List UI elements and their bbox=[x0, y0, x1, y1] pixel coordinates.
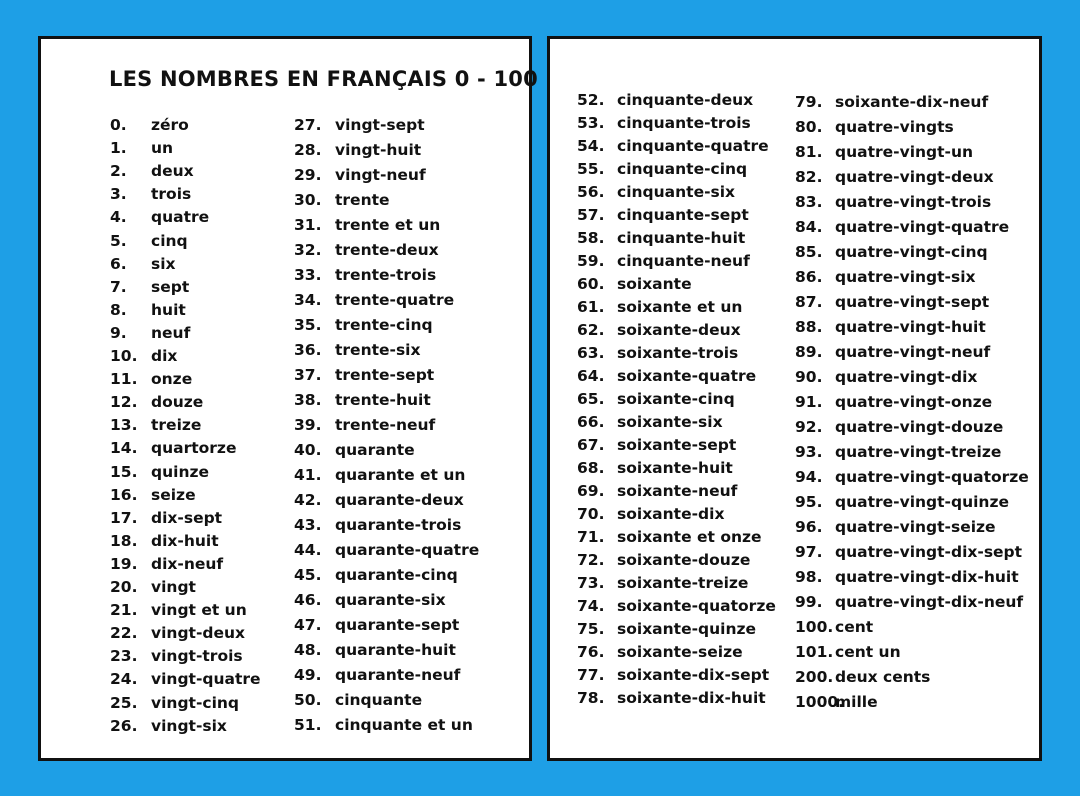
number-digit: 77. bbox=[577, 666, 605, 684]
number-digit: 200. bbox=[795, 668, 834, 686]
number-digit: 100. bbox=[795, 618, 834, 636]
number-digit: 3. bbox=[110, 185, 127, 204]
number-word: quatre-vingt-quatre bbox=[835, 218, 1010, 236]
number-digit: 70. bbox=[577, 505, 605, 523]
number-word: soixante et un bbox=[617, 298, 743, 316]
number-word: quartorze bbox=[151, 439, 237, 458]
number-word: quatre-vingt-cinq bbox=[835, 243, 988, 261]
number-digit: 24. bbox=[110, 670, 138, 689]
number-word: soixante-quatorze bbox=[617, 597, 776, 615]
number-word: trente-cinq bbox=[335, 316, 433, 334]
number-digit: 6. bbox=[110, 254, 127, 273]
number-word: dix-huit bbox=[151, 531, 219, 550]
number-digit: 93. bbox=[795, 443, 823, 461]
number-digit: 90. bbox=[795, 368, 823, 386]
number-word: quatre-vingt-un bbox=[835, 143, 974, 161]
number-word: soixante-neuf bbox=[617, 482, 738, 500]
number-word: quarante-six bbox=[335, 591, 446, 609]
number-word: trente-quatre bbox=[335, 291, 455, 309]
number-word: onze bbox=[151, 370, 193, 389]
number-word: cinquante bbox=[335, 691, 423, 709]
number-word: cinquante-deux bbox=[617, 91, 754, 109]
number-digit: 38. bbox=[294, 391, 322, 409]
number-word: mille bbox=[835, 693, 878, 711]
number-word: soixante-deux bbox=[617, 321, 741, 339]
number-word: trente-trois bbox=[335, 266, 437, 284]
number-digit: 39. bbox=[294, 416, 322, 434]
number-digit: 43. bbox=[294, 516, 322, 534]
number-digit: 45. bbox=[294, 566, 322, 584]
number-word: cinquante et un bbox=[335, 716, 473, 734]
number-digit: 74. bbox=[577, 597, 605, 615]
number-word: soixante-dix-huit bbox=[617, 689, 766, 707]
number-digit: 34. bbox=[294, 291, 322, 309]
number-word: trente-sept bbox=[335, 366, 435, 384]
number-word: trente-deux bbox=[335, 241, 439, 259]
number-digit: 23. bbox=[110, 647, 138, 666]
number-word: trente et un bbox=[335, 216, 441, 234]
number-digit: 84. bbox=[795, 218, 823, 236]
number-word: quarante et un bbox=[335, 466, 466, 484]
number-word: cinquante-quatre bbox=[617, 137, 769, 155]
number-word: quatre bbox=[151, 208, 210, 227]
number-word: soixante-sept bbox=[617, 436, 737, 454]
number-word: quinze bbox=[151, 462, 210, 481]
number-word: quatre-vingt-deux bbox=[835, 168, 994, 186]
number-digit: 46. bbox=[294, 591, 322, 609]
number-word: quatre-vingt-six bbox=[835, 268, 976, 286]
number-word: quarante bbox=[335, 441, 415, 459]
number-digit: 80. bbox=[795, 118, 823, 136]
number-word: quatre-vingt-dix-huit bbox=[835, 568, 1019, 586]
number-digit: 0. bbox=[110, 116, 127, 134]
number-digit: 81. bbox=[795, 143, 823, 161]
number-word: deux cents bbox=[835, 668, 931, 686]
number-digit: 72. bbox=[577, 551, 605, 569]
number-digit: 44. bbox=[294, 541, 322, 559]
number-word: quatre-vingt-treize bbox=[835, 443, 1002, 461]
number-word: quarante-sept bbox=[335, 616, 460, 634]
number-digit: 4. bbox=[110, 208, 127, 227]
number-digit: 7. bbox=[110, 277, 127, 296]
number-digit: 82. bbox=[795, 168, 823, 186]
number-digit: 88. bbox=[795, 318, 823, 336]
number-word: cent bbox=[835, 618, 874, 636]
number-digit: 32. bbox=[294, 241, 322, 259]
number-digit: 47. bbox=[294, 616, 322, 634]
number-word: soixante et onze bbox=[617, 528, 762, 546]
number-word: cent un bbox=[835, 643, 901, 661]
number-digit: 76. bbox=[577, 643, 605, 661]
number-digit: 79. bbox=[795, 93, 823, 111]
number-digit: 66. bbox=[577, 413, 605, 431]
number-digit: 73. bbox=[577, 574, 605, 592]
number-word: vingt-neuf bbox=[335, 166, 426, 184]
number-digit: 83. bbox=[795, 193, 823, 211]
number-word: quarante-deux bbox=[335, 491, 464, 509]
number-word: vingt-six bbox=[151, 716, 227, 735]
number-word: cinquante-neuf bbox=[617, 252, 750, 270]
number-word: dix bbox=[151, 347, 178, 365]
number-word: quatre-vingt-seize bbox=[835, 518, 996, 536]
number-digit: 71. bbox=[577, 528, 605, 546]
number-digit: 20. bbox=[110, 578, 138, 596]
number-digit: 65. bbox=[577, 390, 605, 408]
number-digit: 78. bbox=[577, 689, 605, 707]
number-digit: 16. bbox=[110, 485, 138, 504]
number-word: soixante-seize bbox=[617, 643, 743, 661]
number-word: douze bbox=[151, 393, 204, 412]
number-word: vingt-sept bbox=[335, 116, 425, 134]
number-digit: 67. bbox=[577, 436, 605, 454]
number-word: cinquante-sept bbox=[617, 206, 749, 224]
number-word: sept bbox=[151, 277, 190, 296]
number-digit: 11. bbox=[110, 370, 138, 389]
number-digit: 94. bbox=[795, 468, 823, 486]
number-word: quarante-cinq bbox=[335, 566, 458, 584]
number-digit: 18. bbox=[110, 531, 138, 550]
number-digit: 96. bbox=[795, 518, 823, 536]
number-word: quarante-neuf bbox=[335, 666, 461, 684]
number-word: quarante-trois bbox=[335, 516, 462, 534]
number-digit: 91. bbox=[795, 393, 823, 411]
number-word: quarante-huit bbox=[335, 641, 456, 659]
number-word: quatre-vingt-dix-neuf bbox=[835, 593, 1024, 611]
number-digit: 8. bbox=[110, 300, 127, 319]
number-word: deux bbox=[151, 162, 194, 181]
number-word: vingt-cinq bbox=[151, 693, 240, 712]
number-digit: 12. bbox=[110, 393, 138, 412]
number-digit: 49. bbox=[294, 666, 322, 684]
number-digit: 60. bbox=[577, 275, 605, 293]
number-digit: 59. bbox=[577, 252, 605, 270]
number-digit: 61. bbox=[577, 298, 605, 316]
number-word: vingt-huit bbox=[335, 141, 422, 159]
number-word: vingt-trois bbox=[151, 647, 243, 666]
number-digit: 62. bbox=[577, 321, 605, 339]
number-word: soixante-dix-neuf bbox=[835, 93, 989, 111]
number-digit: 85. bbox=[795, 243, 823, 261]
number-digit: 42. bbox=[294, 491, 322, 509]
number-word: quatre-vingt-dix bbox=[835, 368, 978, 386]
number-digit: 31. bbox=[294, 216, 322, 234]
number-digit: 40. bbox=[294, 441, 322, 459]
number-word: vingt-quatre bbox=[151, 670, 261, 689]
number-digit: 33. bbox=[294, 266, 322, 284]
number-digit: 17. bbox=[110, 508, 138, 527]
number-word: zéro bbox=[151, 116, 189, 134]
number-digit: 86. bbox=[795, 268, 823, 286]
number-word: soixante-trois bbox=[617, 344, 739, 362]
number-word: dix-neuf bbox=[151, 554, 224, 573]
number-digit: 51. bbox=[294, 716, 322, 734]
number-word: soixante-quinze bbox=[617, 620, 757, 638]
number-digit: 10. bbox=[110, 347, 138, 365]
number-word: soixante-quatre bbox=[617, 367, 757, 385]
number-digit: 36. bbox=[294, 341, 322, 359]
number-word: cinquante-huit bbox=[617, 229, 746, 247]
number-word: seize bbox=[151, 485, 196, 504]
number-digit: 5. bbox=[110, 231, 127, 250]
number-word: quatre-vingt-neuf bbox=[835, 343, 991, 361]
number-word: soixante-huit bbox=[617, 459, 733, 477]
number-digit: 1000. bbox=[795, 693, 845, 711]
number-word: neuf bbox=[151, 323, 191, 342]
number-word: trente-six bbox=[335, 341, 421, 359]
number-digit: 26. bbox=[110, 716, 138, 735]
number-word: soixante-treize bbox=[617, 574, 749, 592]
number-digit: 14. bbox=[110, 439, 138, 458]
number-digit: 75. bbox=[577, 620, 605, 638]
number-digit: 1. bbox=[110, 139, 127, 158]
number-digit: 54. bbox=[577, 137, 605, 155]
number-digit: 13. bbox=[110, 416, 138, 435]
left-card bbox=[38, 36, 538, 761]
number-digit: 48. bbox=[294, 641, 322, 659]
number-word: cinquante-trois bbox=[617, 114, 751, 132]
number-digit: 35. bbox=[294, 316, 322, 334]
number-word: huit bbox=[151, 300, 186, 319]
number-word: quatre-vingt-trois bbox=[835, 193, 992, 211]
number-word: quatre-vingt-onze bbox=[835, 393, 993, 411]
number-word: trois bbox=[151, 185, 192, 204]
number-digit: 64. bbox=[577, 367, 605, 385]
number-word: soixante-dix-sept bbox=[617, 666, 770, 684]
number-digit: 95. bbox=[795, 493, 823, 511]
number-word: quarante-quatre bbox=[335, 541, 480, 559]
number-digit: 55. bbox=[577, 160, 605, 178]
number-digit: 22. bbox=[110, 624, 138, 643]
number-word: six bbox=[151, 254, 176, 273]
number-digit: 52. bbox=[577, 91, 605, 109]
number-digit: 97. bbox=[795, 543, 823, 561]
number-digit: 37. bbox=[294, 366, 322, 384]
number-digit: 19. bbox=[110, 554, 138, 573]
number-word: cinquante-cinq bbox=[617, 160, 748, 178]
number-word: quatre-vingt-sept bbox=[835, 293, 990, 311]
number-digit: 50. bbox=[294, 691, 322, 709]
right-card bbox=[547, 36, 1042, 761]
number-digit: 92. bbox=[795, 418, 823, 436]
number-word: treize bbox=[151, 416, 202, 435]
number-digit: 69. bbox=[577, 482, 605, 500]
number-word: cinq bbox=[151, 231, 188, 250]
page-title: LES NOMBRES EN FRANÇAIS 0 - 100 bbox=[109, 67, 538, 91]
number-word: dix-sept bbox=[151, 508, 223, 527]
number-digit: 58. bbox=[577, 229, 605, 247]
number-word: trente-neuf bbox=[335, 416, 436, 434]
number-digit: 41. bbox=[294, 466, 322, 484]
number-word: soixante bbox=[617, 275, 692, 293]
number-digit: 98. bbox=[795, 568, 823, 586]
number-digit: 27. bbox=[294, 116, 322, 134]
number-digit: 101. bbox=[795, 643, 834, 661]
number-digit: 57. bbox=[577, 206, 605, 224]
number-digit: 9. bbox=[110, 323, 127, 342]
number-word: quatre-vingt-huit bbox=[835, 318, 986, 336]
number-word: soixante-dix bbox=[617, 505, 725, 523]
number-word: vingt bbox=[151, 578, 196, 596]
number-word: cinquante-six bbox=[617, 183, 736, 201]
number-digit: 89. bbox=[795, 343, 823, 361]
number-word: quatre-vingt-quatorze bbox=[835, 468, 1029, 486]
number-word: un bbox=[151, 139, 174, 158]
number-digit: 15. bbox=[110, 462, 138, 481]
number-digit: 87. bbox=[795, 293, 823, 311]
number-digit: 68. bbox=[577, 459, 605, 477]
number-word: vingt-deux bbox=[151, 624, 246, 643]
number-digit: 25. bbox=[110, 693, 138, 712]
number-digit: 99. bbox=[795, 593, 823, 611]
number-word: quatre-vingts bbox=[835, 118, 954, 136]
number-digit: 29. bbox=[294, 166, 322, 184]
number-digit: 28. bbox=[294, 141, 322, 159]
number-word: soixante-cinq bbox=[617, 390, 735, 408]
number-word: quatre-vingt-dix-sept bbox=[835, 543, 1023, 561]
number-digit: 2. bbox=[110, 162, 127, 181]
number-word: soixante-six bbox=[617, 413, 723, 431]
number-word: soixante-douze bbox=[617, 551, 751, 569]
number-digit: 21. bbox=[110, 601, 138, 620]
number-word: trente-huit bbox=[335, 391, 431, 409]
number-digit: 53. bbox=[577, 114, 605, 132]
number-digit: 56. bbox=[577, 183, 605, 201]
number-digit: 30. bbox=[294, 191, 322, 209]
number-word: quatre-vingt-douze bbox=[835, 418, 1004, 436]
number-word: trente bbox=[335, 191, 390, 209]
number-word: quatre-vingt-quinze bbox=[835, 493, 1009, 511]
number-word: vingt et un bbox=[151, 601, 247, 620]
number-digit: 63. bbox=[577, 344, 605, 362]
